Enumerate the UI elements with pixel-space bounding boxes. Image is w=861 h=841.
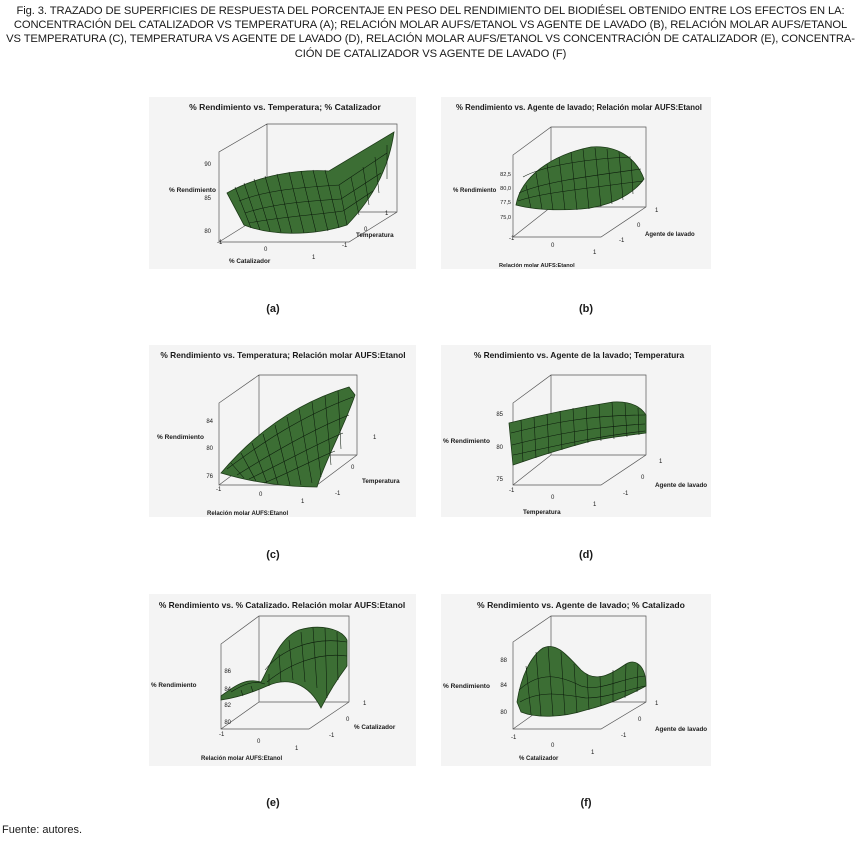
y-tick: 0 — [637, 223, 641, 229]
x-axis-label: Relación molar AUFS:Etanol — [499, 263, 575, 269]
y-tick: 1 — [373, 435, 377, 441]
x-tick: 0 — [264, 247, 268, 253]
x-tick: 0 — [257, 739, 261, 745]
z-axis-label: % Rendimiento — [443, 438, 490, 445]
figure-caption — [0, 4, 861, 61]
x-axis-label: % Catalizador — [519, 756, 559, 762]
surface-plot-d — [441, 345, 711, 517]
y-tick: 0 — [346, 717, 350, 723]
surface-plot-b-svg — [441, 97, 711, 269]
y-tick: 1 — [659, 459, 663, 465]
surface-plot-a — [149, 97, 416, 269]
surface-plot-c-svg — [149, 345, 416, 517]
x-axis-label: % Catalizador — [229, 258, 271, 265]
response-surface — [509, 402, 646, 465]
y-axis-label: Temperatura — [362, 478, 400, 485]
z-tick: 84 — [500, 683, 507, 689]
caption-line: Fig. 3. TRAZADO DE SUPERFICIES DE RESPUESTA DEL PORCENTAJE EN PESO DEL RENDIMIENTO DEL BIODIÉSEL OBTENIDO ENTRE LOS EFECTOS EN LA: — [16, 5, 845, 17]
z-tick: 88 — [500, 658, 507, 664]
surface-plot-d-svg — [441, 345, 711, 517]
y-tick: 0 — [364, 227, 368, 233]
y-tick: -1 — [335, 491, 341, 497]
z-tick: 76 — [206, 474, 213, 480]
y-tick: -1 — [623, 491, 629, 497]
z-tick: 75,0 — [500, 215, 511, 221]
z-tick: 86 — [224, 669, 231, 675]
z-tick: 82,5 — [500, 172, 511, 178]
y-tick: -1 — [329, 733, 335, 739]
caption-line: CIÓN DE CATALIZADOR VS AGENTE DE LAVADO (F) — [294, 47, 567, 60]
surface-plot-c — [149, 345, 416, 517]
z-tick: 82 — [224, 703, 231, 709]
z-tick: 84 — [206, 419, 213, 425]
y-tick: -1 — [621, 733, 627, 739]
z-axis-label: % Rendimiento — [453, 188, 497, 194]
x-axis-label: Relación molar AUFS:Etanol — [207, 511, 289, 517]
z-axis-label: % Rendimiento — [169, 187, 216, 194]
x-tick: 1 — [591, 750, 595, 756]
y-axis-label: Agente de lavado — [655, 482, 708, 489]
plot-title: % Rendimiento vs. % Catalizado. Relación molar AUFS:Etanol — [158, 600, 406, 610]
caption-line: CONCENTRACIÓN DEL CATALIZADOR VS TEMPERATURA (A); RELACIÓN MOLAR AUFS/ETANOL VS AGENTE DE LAVADO (B), RELACIÓN MOLAR AUFS/ETANOL — [13, 19, 848, 32]
surface-patch — [221, 627, 347, 708]
y-tick: -1 — [342, 243, 348, 249]
response-surface — [516, 147, 644, 210]
subfigure-label-a: (a) — [266, 303, 280, 315]
y-tick: 1 — [655, 701, 659, 707]
y-tick: 0 — [641, 475, 645, 481]
x-tick: -1 — [216, 487, 222, 493]
subfigure-label-d: (d) — [578, 549, 594, 561]
surface-plot-b — [441, 97, 711, 269]
surface-patch — [227, 132, 394, 233]
plot-title: % Rendimiento vs. Temperatura; Relación molar AUFS:Etanol — [160, 350, 406, 360]
x-tick: 1 — [312, 255, 316, 261]
plot-title: % Rendimiento vs. Agente de la lavado; Temperatura — [473, 350, 685, 360]
x-tick: -1 — [509, 488, 515, 494]
y-axis-label: Temperatura — [356, 232, 394, 239]
x-tick: -1 — [217, 240, 223, 246]
surface-plot-a-svg — [149, 97, 416, 269]
subfigure-label-b: (b) — [578, 303, 594, 315]
subfigure-label-c: (c) — [266, 549, 280, 561]
y-tick: 1 — [655, 208, 659, 214]
z-tick: 85 — [496, 412, 503, 418]
z-tick: 80 — [496, 445, 503, 451]
x-tick: 0 — [551, 743, 555, 749]
x-tick: -1 — [509, 236, 515, 242]
subfigure-label-f: (f) — [580, 797, 592, 809]
y-axis-label: % Catalizador — [354, 724, 396, 731]
source-note: Fuente: autores. — [2, 824, 83, 836]
z-tick: 80 — [500, 710, 507, 716]
plot-title: % Rendimiento vs. Agente de lavado; % Catalizado — [477, 600, 685, 610]
z-axis-label: % Rendimiento — [151, 682, 197, 689]
z-tick: 75 — [496, 477, 503, 483]
z-tick: 77,5 — [500, 200, 511, 206]
x-tick: 0 — [551, 495, 555, 501]
y-tick: -1 — [619, 238, 625, 244]
z-tick: 84 — [224, 687, 231, 693]
surface-plot-e — [149, 594, 416, 766]
z-axis-label: % Rendimiento — [157, 434, 204, 441]
y-tick: 0 — [638, 717, 642, 723]
x-tick: -1 — [511, 735, 517, 741]
z-tick: 80 — [204, 229, 211, 235]
y-axis-label: Agente de lavado — [645, 232, 695, 238]
x-tick: 1 — [295, 746, 299, 752]
x-tick: 1 — [593, 250, 597, 256]
x-tick: -1 — [219, 732, 225, 738]
x-axis-label: Temperatura — [523, 509, 561, 516]
z-tick: 80,0 — [500, 186, 511, 192]
plot-title: % Rendimiento vs. Agente de lavado; Relación molar AUFS:Etanol — [456, 103, 702, 112]
x-tick: 1 — [593, 502, 597, 508]
response-surface — [227, 132, 394, 233]
caption-line: VS TEMPERATURA (C), TEMPERATURA VS AGENTE DE LAVADO (D), RELACIÓN MOLAR AUFS/ETANOL VS CONCENTRACIÓN DE CATALIZADOR (E), CONCENTRA- — [6, 33, 855, 46]
response-surface — [517, 646, 646, 716]
surface-plot-f — [441, 594, 711, 766]
z-tick: 80 — [206, 446, 213, 452]
surface-plot-e-svg — [149, 594, 416, 766]
y-tick: 1 — [363, 701, 367, 707]
y-tick: 0 — [351, 465, 355, 471]
z-tick: 80 — [224, 720, 231, 726]
x-tick: 0 — [259, 492, 263, 498]
plot-title: % Rendimiento vs. Temperatura; % Catalizador — [189, 102, 381, 112]
surface-patch — [516, 147, 644, 210]
x-axis-label: Relación molar AUFS:Etanol — [201, 756, 283, 762]
z-tick: 90 — [204, 162, 211, 168]
z-tick: 85 — [204, 196, 211, 202]
x-tick: 1 — [301, 499, 305, 505]
response-surface — [221, 627, 347, 708]
subfigure-label-e: (e) — [266, 797, 280, 809]
y-tick: 1 — [385, 211, 389, 217]
surface-plot-f-svg — [441, 594, 711, 766]
y-axis-label: Agente de lavado — [655, 726, 708, 733]
x-tick: 0 — [551, 243, 555, 249]
z-axis-label: % Rendimiento — [443, 683, 490, 690]
